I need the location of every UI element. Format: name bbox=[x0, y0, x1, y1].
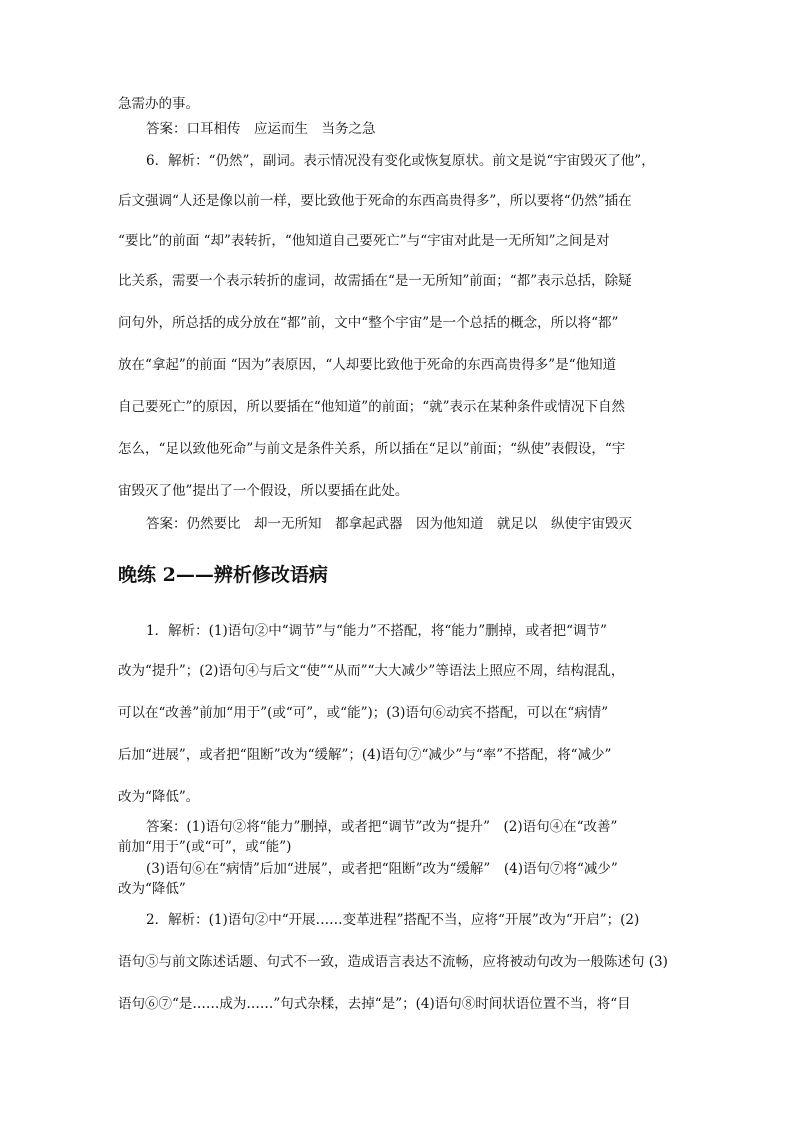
text-line: 比关系，需要一个表示转折的虚词，故需插在“是一无所知”前面；“都”表示总括，除疑 bbox=[118, 273, 632, 289]
text-line: 改为“提升”；(2)语句④与后文“使”“从而”“大大减少”等语法上照应不周，结构混乱， bbox=[118, 663, 625, 679]
answer-line: 前加“用于”(或“可”，或“能”) bbox=[118, 839, 292, 855]
text-line: 2．解析：(1)语句②中“开展……变革进程”搭配不当，应将“开展”改为“开启”；(2) bbox=[146, 912, 640, 928]
text-line: 后文强调“人还是像以前一样，要比致他于死命的东西高贵得多”，所以要将“仍然”插在 bbox=[118, 193, 632, 209]
text-line: 语句⑥⑦“是……成为……”句式杂糅，去掉“是”；(4)语句⑧时间状语位置不当，将“目 bbox=[118, 996, 631, 1012]
answer-line: 答案：仍然要比 却一无所知 都拿起武器 因为他知道 就足以 纵使宇宙毁灭 bbox=[146, 516, 632, 532]
text-line: 急需办的事。 bbox=[118, 96, 199, 112]
answer-line: 答案：口耳相传 应运而生 当务之急 bbox=[146, 121, 376, 137]
text-line: 改为“降低”。 bbox=[118, 789, 200, 805]
text-line: 自己要死亡”的原因，所以要插在“他知道”的前面；“就”表示在某种条件或情况下自然 bbox=[118, 399, 626, 415]
text-line: 可以在“改善”前加“用于”(或“可”，或“能”)；(3)语句⑥动宾不搭配，可以在“病情” bbox=[118, 705, 609, 721]
answer-line: 改为“降低” bbox=[118, 881, 186, 897]
text-line: 6．解析：“仍然”，副词。表示情况没有变化或恢复原状。前文是说“宇宙毁灭了他”， bbox=[146, 153, 655, 169]
text-line: “要比”的前面 “却”表转折，“他知道自己要死亡”与“宇宙对此是一无所知”之间是对 bbox=[118, 233, 610, 249]
text-line: 怎么，“足以致他死命”与前文是条件关系，所以插在“足以”前面；“纵使”表假设，“宇 bbox=[118, 441, 626, 457]
text-line: 1．解析：(1)语句②中“调节”与“能力”不搭配，将“能力”删掉，或者把“调节” bbox=[146, 623, 607, 639]
text-line: 放在“拿起”的前面 “因为”表原因，“人却要比致他于死命的东西高贵得多”是“他知道 bbox=[118, 357, 617, 373]
text-line: 问句外，所总括的成分放在“都”前，文中“整个宇宙”是一个总括的概念，所以将“都” bbox=[118, 315, 619, 331]
text-line: 后加“进展”，或者把“阻断”改为“缓解”；(4)语句⑦“减少”与“率”不搭配，将“减少” bbox=[118, 747, 612, 763]
answer-line: (3)语句⑥在“病情”后加“进展”，或者把“阻断”改为“缓解” (4)语句⑦将“减少” bbox=[146, 861, 618, 877]
section-title: 晚练 2——辨析修改语病 bbox=[118, 564, 328, 586]
answer-line: 答案：(1)语句②将“能力”删掉，或者把“调节”改为“提升” (2)语句④在“改善” bbox=[146, 819, 618, 835]
text-line: 宙毁灭了他”提出了一个假设，所以要插在此处。 bbox=[118, 483, 409, 499]
text-line: 语句⑤与前文陈述话题、句式不一致，造成语言表达不流畅，应将被动句改为一般陈述句 (3) bbox=[118, 954, 668, 970]
